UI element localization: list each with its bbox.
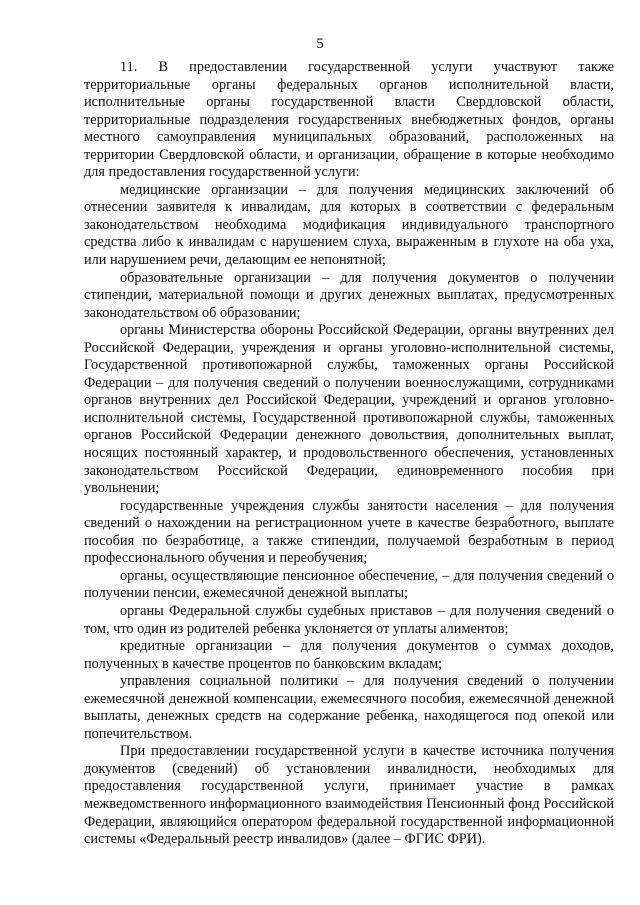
paragraph-educational-organizations: образовательные организации – для получения документов о получении стипендии, материальной помощи и других денежных выплатах, предусмотренных законодательством об образовании; xyxy=(84,269,614,321)
paragraph-pension-bodies: органы, осуществляющие пенсионное обеспечение, – для получения сведений о получении пенсии, ежемесячной денежной выплаты; xyxy=(84,567,614,602)
page-number: 5 xyxy=(316,36,324,52)
paragraph-employment-services: государственные учреждения службы занятости населения – для получения сведений о нахождении на регистрационном учете в качестве безработного, выплате пособия по безработице, а также стипендии, получаемой безработным в период профессионального обучения и переобучения; xyxy=(84,497,614,567)
paragraph-pension-fund-fgis-fri: При предоставлении государственной услуги в качестве источника получения документов (сведений) об установлении инвалидности, необходимых для предоставления государственной услуги, принимает участие в рамках межведомственного информационного взаимодействия Пенсионный фонд Российской Федерации, являющийся оператором федеральной государственной информационной системы «Федеральный реестр инвалидов» (далее – ФГИС ФРИ). xyxy=(84,743,614,848)
document-body xyxy=(84,59,614,849)
paragraph-bailiff-service: органы Федеральной службы судебных приставов – для получения сведений о том, что один из родителей ребенка уклоняется от уплаты алиментов; xyxy=(84,602,614,637)
paragraph-social-policy-departments: управления социальной политики – для получения сведений о получении ежемесячной денежной компенсации, ежемесячного пособия, ежемесячной денежной выплаты, денежных средств на содержание ребенка, находящегося под опекой или попечительством. xyxy=(84,673,614,742)
paragraph-11-intro: 11. В предоставлении государственной услуги участвуют также территориальные органы федеральных органов исполнительной власти, исполнительные органы государственной власти Свердловской области, территориальные подразделения государственных внебюджетных фондов, органы местного самоуправления муниципальных образований, расположенных на территории Свердловской области, и организации, обращение в которые необходимо для предоставления государственной услуги: xyxy=(84,59,614,181)
paragraph-medical-organizations: медицинские организации – для получения медицинских заключений об отнесении заявителя к инвалидам, для которых в соответствии с федеральным законодательством необходима модификация индивидуального транспортного средства либо к инвалидам с нарушением слуха, выраженным в глухоте на оба уха, или нарушением речи, делающим ее непонятной; xyxy=(84,181,614,269)
paragraph-credit-organizations: кредитные организации – для получения документов о суммах доходов, полученных в качестве процентов по банковским вкладам; xyxy=(84,638,614,672)
paragraph-defense-and-internal-affairs: органы Министерства обороны Российской Федерации, органы внутренних дел Российской Федерации, учреждения и органы уголовно-исполнительной системы, Государственной противопожарной службы, таможенных органы Российской Федерации – для получения сведений о получении военнослужащими, сотрудниками органов внутренних дел Российской Федерации, учреждений и органов уголовно-исполнительной системы, Государственной противопожарной службы, таможенных органов Российской Федерации денежного довольствия, дополнительных выплат, носящих постоянный характер, и продовольственного обеспечения, установленных законодательством Российской Федерации, единовременного пособия при увольнении; xyxy=(84,322,614,497)
